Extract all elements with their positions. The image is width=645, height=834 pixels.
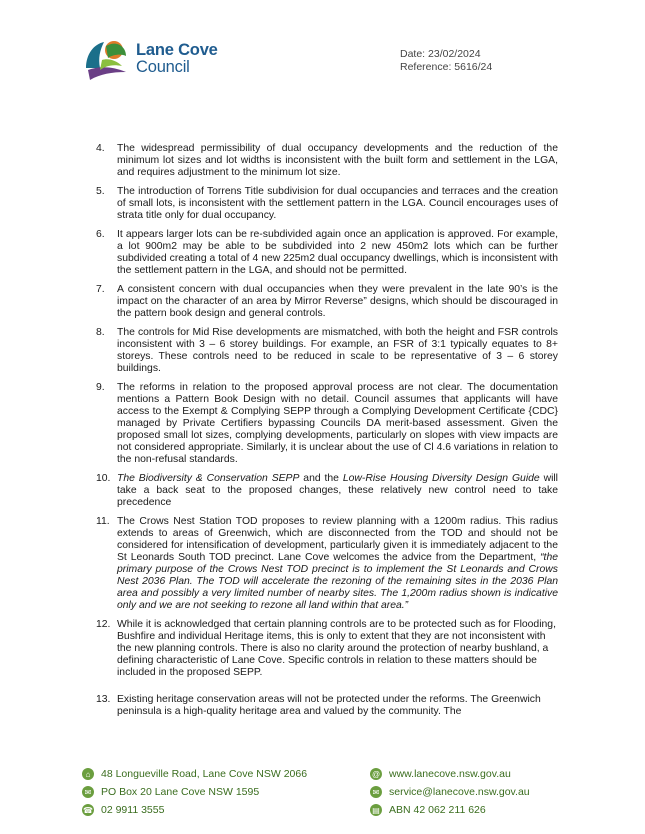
item-text [117, 516, 558, 613]
item-text: Existing heritage conservation areas will not be protected under the reforms. The Greenwich peninsula is a high-quality heritage area and valued by the community. The [117, 693, 541, 717]
list-item [96, 284, 558, 320]
item-text: The controls for Mid Rise developments are mismatched, with both the height and FSR controls inconsistent with 3 – 6 storey buildings. For example, an FSR of 3:1 typically equates to 8+ storeys. These controls need to be reduced in scale to be representative of 3 – 6 storey buildings. [117, 326, 558, 374]
item-text-part: will take a back seat to the proposed changes, these relatively new control need to take precedence [117, 472, 558, 508]
item-number: 5. [96, 185, 105, 197]
list-item [96, 229, 558, 277]
item-number: 13. [96, 693, 111, 705]
item-text: The reforms in relation to the proposed approval process are not clear. The documentation mentions a Pattern Book Design with no detail. Council assumes that applicants will have access to the Exempt & Complying SEPP through a Complying Development Certificate {CDC} managed by Private Certifiers bypassing Councils DA merit-based assessment. Given the proposed small lot sizes, complying developments, particularly on slopes with view impacts are not considered appropriate. Similarly, it is unclear about the use of Cl 4.6 variations in relation to the non-refusal standards. [117, 381, 558, 466]
address-text: 48 Longueville Road, Lane Cove NSW 2066 [101, 768, 308, 780]
footer-po-box [82, 786, 259, 798]
submission-points [96, 143, 558, 718]
list-item [96, 327, 558, 375]
council-name-line2: Council [136, 58, 190, 76]
envelope-icon: ✉ [370, 786, 382, 798]
list-item [96, 619, 558, 679]
footer-email[interactable] [370, 786, 530, 798]
item-number: 9. [96, 381, 105, 393]
item-number: 10. [96, 472, 111, 484]
footer-abn [370, 804, 486, 816]
item-number: 6. [96, 228, 105, 240]
email-link[interactable]: service@lanecove.nsw.gov.au [389, 786, 530, 798]
item-text: The widespread permissibility of dual occupancy developments and the reduction of the minimum lot sizes and lot widths is inconsistent with the built form and settlement in the LGA, and requires adjustment to the minimum lot size. [117, 143, 558, 179]
item-number: 4. [96, 143, 105, 154]
footer-address [82, 768, 307, 780]
website-link[interactable]: www.lanecove.nsw.gov.au [389, 768, 511, 780]
department-quote: “the primary purpose of the Crows Nest TOD precinct is to implement the St Leonards and Crows Nest 2036 Plan. The TOD will accelerate the rezoning of the remaining sites in the 2036 Plan area and possibly a very limited number of nearby sites. The 1,200m radius shown is indicative only and we are not seeking to rezone all land within that area.” [117, 551, 558, 612]
item-text: It appears larger lots can be re-subdivided again once an application is approved. For example, a lot 900m2 may be able to be subdivided into 2 new 450m2 lots which can be further subdivided creating a total of 4 new 225m2 dual occupancy dwellings, which is inconsistent with the settlement pattern in the LGA, and should not be permitted. [117, 228, 558, 277]
globe-icon: @ [371, 769, 381, 779]
council-name [136, 42, 218, 76]
letterhead [0, 0, 645, 120]
phone-icon: ☎ [83, 805, 93, 815]
item-number: 7. [96, 283, 105, 295]
po-box-text: PO Box 20 Lane Cove NSW 1595 [101, 786, 260, 798]
item-text: While it is acknowledged that certain planning controls are to be protected such as for Flooding, Bushfire and individual Heritage items, this is only to extent that they are not inconsistent with the new planning controls. There is also no clarity around the protection of nearby bushland, a defining characteristic of Lane Cove. Specific controls in relation to these matters should be included in the proposed SEPP. [117, 619, 556, 679]
letter-footer [0, 758, 645, 834]
council-name-line1: Lane Cove [136, 41, 218, 59]
document-icon: ▤ [370, 804, 382, 816]
letter-reference: Reference: 5616/24 [400, 61, 493, 73]
sepp-title: The Biodiversity & Conservation SEPP [117, 472, 300, 484]
item-text: The introduction of Torrens Title subdivision for dual occupancies and terraces and the creation of small lots, is inconsistent with the settlement pattern in the LGA. Council encourages uses of strata title only for dual occupancy. [117, 185, 558, 222]
abn-text: ABN 42 062 211 626 [389, 804, 486, 816]
list-item [96, 382, 558, 467]
mailbox-icon: ✉ [82, 786, 94, 798]
list-item [96, 143, 558, 179]
item-number: 11. [96, 515, 110, 527]
item-text-part: and the [299, 472, 343, 484]
list-item [96, 694, 558, 718]
location-pin-icon: ⌂ [82, 768, 94, 780]
design-guide-title: Low-Rise Housing Diversity Design Guide [342, 472, 540, 484]
phone-text: 02 9911 3555 [101, 804, 165, 816]
letter-body [96, 143, 558, 724]
list-item [96, 186, 558, 222]
item-text-part: The Crows Nest Station TOD proposes to review planning with a 1200m radius. This radius extends to areas of Greenwich, which are disconnected from the TOD and should not be considered for intensification of development, particularly given it is immediately adjacent to the St Leonards South TOD precinct. Lane Cove welcomes the advice from the Department, [117, 515, 558, 563]
item-text: A consistent concern with dual occupancies when they were prevalent in the late 90’s is the impact on the character of an area by Mirror Reverse” designs, which should be discouraged in the pattern book design and general controls. [117, 283, 558, 319]
footer-phone [82, 804, 164, 816]
item-number: 12. [96, 619, 111, 631]
letter-meta [400, 48, 492, 74]
footer-website[interactable] [370, 768, 511, 780]
list-item [96, 473, 558, 509]
letter-date: Date: 23/02/2024 [400, 48, 481, 60]
lane-cove-council-logo-icon [82, 36, 130, 82]
list-item [96, 516, 558, 613]
item-number: 8. [96, 326, 105, 338]
item-text [117, 473, 558, 509]
